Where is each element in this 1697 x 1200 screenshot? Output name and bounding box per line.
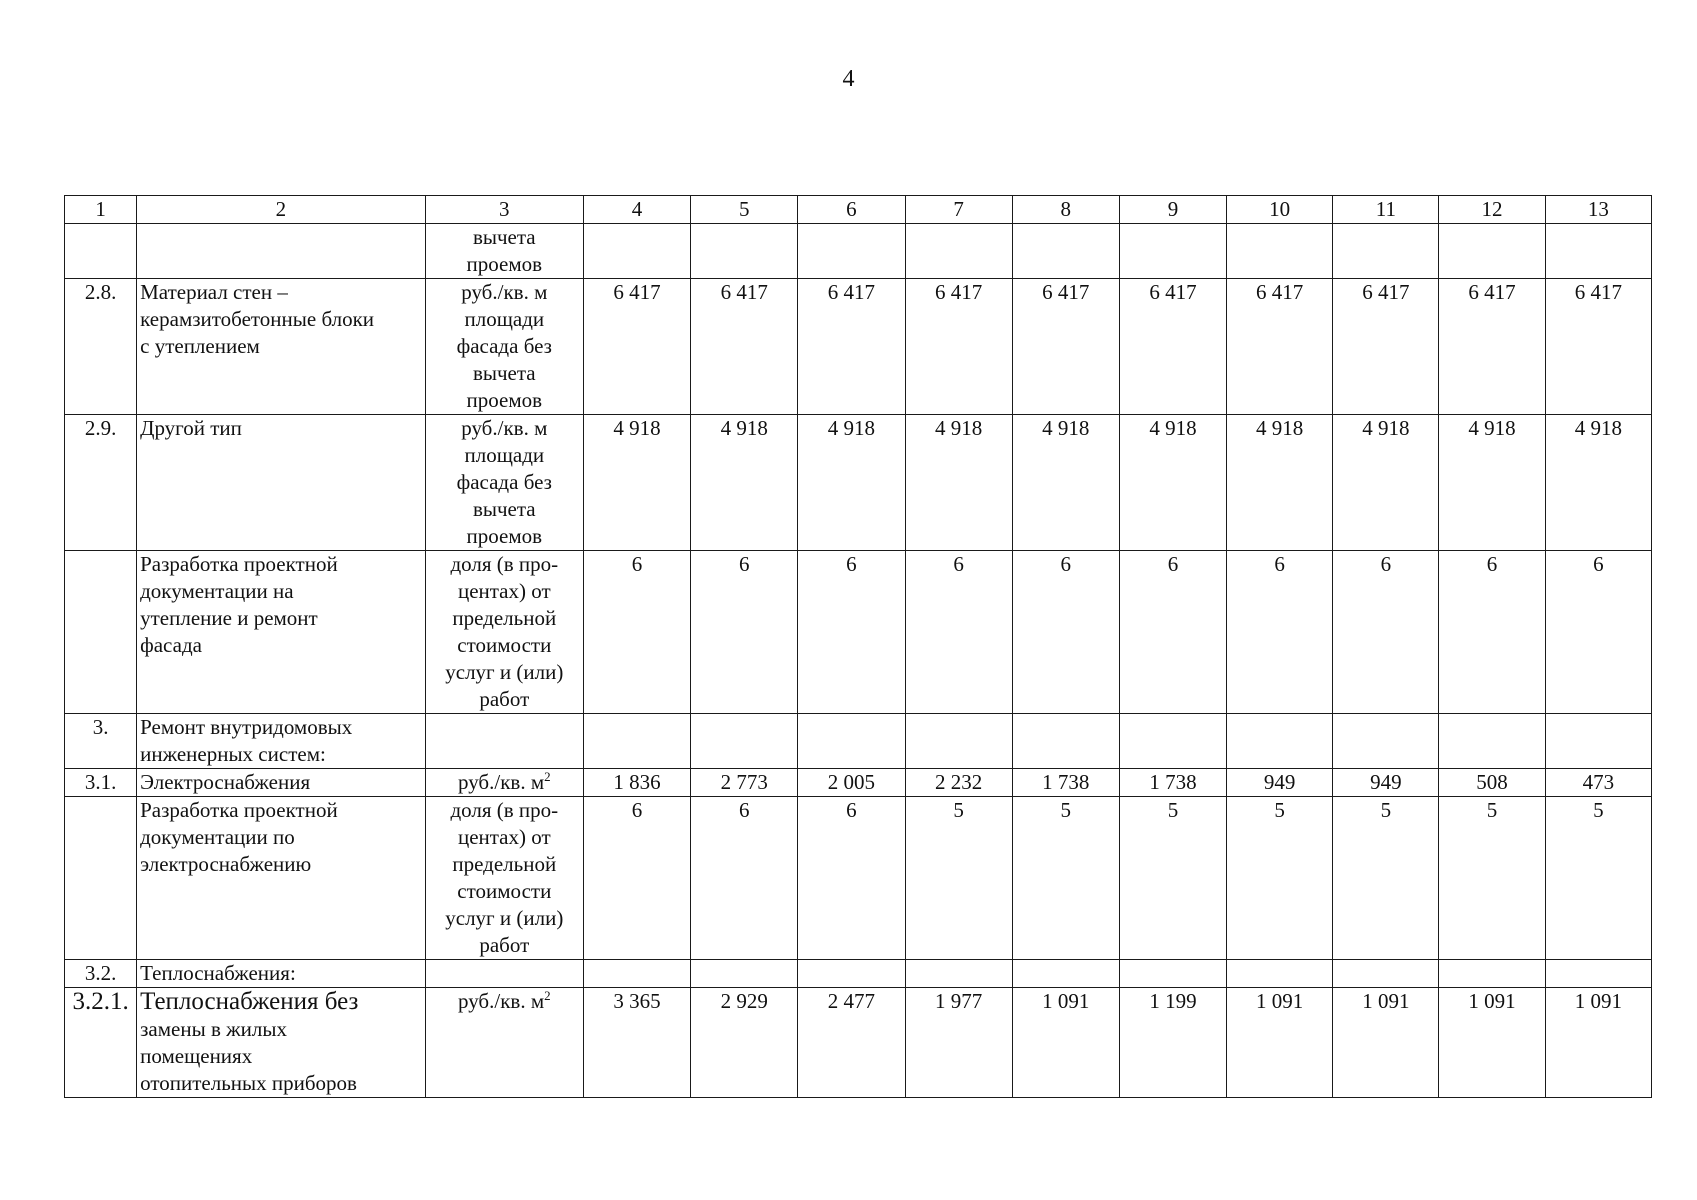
value-cell-col-12 [1439, 714, 1545, 769]
value-cell-col-10 [1227, 714, 1333, 769]
value-cell-col-8: 5 [1012, 797, 1119, 960]
value-cell-col-4: 1 836 [583, 769, 690, 797]
row-number [65, 797, 137, 960]
value-cell-col-12 [1439, 960, 1545, 988]
value-cell-col-11: 6 417 [1333, 279, 1439, 415]
value-cell-col-7: 6 417 [905, 279, 1012, 415]
value-cell-col-10 [1227, 960, 1333, 988]
value-cell-col-13: 1 091 [1545, 988, 1651, 1098]
row-number: 2.8. [65, 279, 137, 415]
row-unit: вычета проемов [425, 224, 583, 279]
value-cell-col-7 [905, 224, 1012, 279]
row-number [65, 224, 137, 279]
value-cell-col-9 [1119, 224, 1226, 279]
value-cell-col-7: 1 977 [905, 988, 1012, 1098]
row-unit: руб./кв. $м^2$ [425, 988, 583, 1098]
table-row [65, 551, 1652, 714]
value-cell-col-5 [691, 714, 798, 769]
table-row [65, 769, 1652, 797]
value-cell-col-9: 6 [1119, 551, 1226, 714]
row-name: Материал стен – керамзитобетонные блоки с утеплением [137, 279, 426, 415]
row-unit: доля (в про- центах) от предельной стоимости услуг и (или) работ [425, 551, 583, 714]
value-cell-col-4: 4 918 [583, 415, 690, 551]
header-cell-11: 11 [1333, 196, 1439, 224]
row-unit: руб./кв. м площади фасада без вычета проемов [425, 279, 583, 415]
value-cell-col-12: 4 918 [1439, 415, 1545, 551]
value-cell-col-4: 6 [583, 551, 690, 714]
value-cell-col-11: 4 918 [1333, 415, 1439, 551]
value-cell-col-11 [1333, 960, 1439, 988]
value-cell-col-4 [583, 960, 690, 988]
value-cell-col-8: 1 738 [1012, 769, 1119, 797]
header-cell-10: 10 [1227, 196, 1333, 224]
value-cell-col-13 [1545, 960, 1651, 988]
value-cell-col-9 [1119, 714, 1226, 769]
value-cell-col-8: 1 091 [1012, 988, 1119, 1098]
row-name: Электроснабжения [137, 769, 426, 797]
header-cell-5: 5 [691, 196, 798, 224]
value-cell-col-9 [1119, 960, 1226, 988]
row-number: 3.1. [65, 769, 137, 797]
value-cell-col-10: 1 091 [1227, 988, 1333, 1098]
value-cell-col-10: 6 [1227, 551, 1333, 714]
value-cell-col-13: 4 918 [1545, 415, 1651, 551]
value-cell-col-9: 1 738 [1119, 769, 1226, 797]
table-row [65, 797, 1652, 960]
header-row [65, 196, 1652, 224]
table-row [65, 224, 1652, 279]
tariff-table [64, 195, 1652, 1098]
value-cell-col-13: 5 [1545, 797, 1651, 960]
value-cell-col-5: 6 [691, 797, 798, 960]
value-cell-col-8 [1012, 960, 1119, 988]
value-cell-col-11 [1333, 224, 1439, 279]
value-cell-col-10: 6 417 [1227, 279, 1333, 415]
value-cell-col-10 [1227, 224, 1333, 279]
value-cell-col-11 [1333, 714, 1439, 769]
value-cell-col-8: 6 [1012, 551, 1119, 714]
value-cell-col-10: 4 918 [1227, 415, 1333, 551]
value-cell-col-12: 6 [1439, 551, 1545, 714]
value-cell-col-11: 1 091 [1333, 988, 1439, 1098]
value-cell-col-10: 5 [1227, 797, 1333, 960]
value-cell-col-12: 6 417 [1439, 279, 1545, 415]
value-cell-col-5: 6 417 [691, 279, 798, 415]
row-name: Теплоснабжения: [137, 960, 426, 988]
value-cell-col-8: 6 417 [1012, 279, 1119, 415]
value-cell-col-5: 6 [691, 551, 798, 714]
row-name [137, 224, 426, 279]
value-cell-col-11: 5 [1333, 797, 1439, 960]
table-row [65, 960, 1652, 988]
row-unit: руб./кв. м площади фасада без вычета проемов [425, 415, 583, 551]
value-cell-col-8 [1012, 224, 1119, 279]
table-row [65, 279, 1652, 415]
header-cell-1: 1 [65, 196, 137, 224]
value-cell-col-11: 949 [1333, 769, 1439, 797]
header-cell-7: 7 [905, 196, 1012, 224]
value-cell-col-6 [798, 960, 905, 988]
value-cell-col-11: 6 [1333, 551, 1439, 714]
row-unit: руб./кв. $м^2$ [425, 769, 583, 797]
table-row [65, 714, 1652, 769]
page-number: 4 [842, 66, 855, 92]
table-row [65, 988, 1652, 1098]
value-cell-col-8 [1012, 714, 1119, 769]
value-cell-col-7 [905, 714, 1012, 769]
value-cell-col-7: 2 232 [905, 769, 1012, 797]
value-cell-col-6: 2 477 [798, 988, 905, 1098]
value-cell-col-13: 6 417 [1545, 279, 1651, 415]
value-cell-col-7: 5 [905, 797, 1012, 960]
value-cell-col-4: 6 417 [583, 279, 690, 415]
value-cell-col-6: 6 417 [798, 279, 905, 415]
header-cell-2: 2 [137, 196, 426, 224]
value-cell-col-7: 6 [905, 551, 1012, 714]
value-cell-col-12: 5 [1439, 797, 1545, 960]
value-cell-col-12 [1439, 224, 1545, 279]
value-cell-col-12: 508 [1439, 769, 1545, 797]
row-name: Разработка проектной документации на утепление и ремонт фасада [137, 551, 426, 714]
value-cell-col-6 [798, 714, 905, 769]
value-cell-col-9: 5 [1119, 797, 1226, 960]
row-number: 3.2. [65, 960, 137, 988]
value-cell-col-7 [905, 960, 1012, 988]
header-cell-9: 9 [1119, 196, 1226, 224]
header-cell-6: 6 [798, 196, 905, 224]
value-cell-col-5 [691, 224, 798, 279]
row-unit: доля (в про- центах) от предельной стоимости услуг и (или) работ [425, 797, 583, 960]
value-cell-col-5 [691, 960, 798, 988]
value-cell-col-13 [1545, 714, 1651, 769]
value-cell-col-4: 3 365 [583, 988, 690, 1098]
row-name: Другой тип [137, 415, 426, 551]
value-cell-col-6: 4 918 [798, 415, 905, 551]
header-cell-8: 8 [1012, 196, 1119, 224]
row-number: 3. [65, 714, 137, 769]
value-cell-col-9: 6 417 [1119, 279, 1226, 415]
value-cell-col-13 [1545, 224, 1651, 279]
row-number: 2.9. [65, 415, 137, 551]
value-cell-col-6: 6 [798, 551, 905, 714]
value-cell-col-10: 949 [1227, 769, 1333, 797]
value-cell-col-4 [583, 714, 690, 769]
value-cell-col-6: 2 005 [798, 769, 905, 797]
value-cell-col-13: 6 [1545, 551, 1651, 714]
value-cell-col-9: 4 918 [1119, 415, 1226, 551]
row-number [65, 551, 137, 714]
table-row [65, 415, 1652, 551]
header-cell-12: 12 [1439, 196, 1545, 224]
row-name: Ремонт внутридомовых инженерных систем: [137, 714, 426, 769]
value-cell-col-5: 2 929 [691, 988, 798, 1098]
header-cell-3: 3 [425, 196, 583, 224]
value-cell-col-4 [583, 224, 690, 279]
value-cell-col-8: 4 918 [1012, 415, 1119, 551]
value-cell-col-5: 4 918 [691, 415, 798, 551]
header-cell-13: 13 [1545, 196, 1651, 224]
value-cell-col-13: 473 [1545, 769, 1651, 797]
header-cell-4: 4 [583, 196, 690, 224]
row-name: Разработка проектной документации по электроснабжению [137, 797, 426, 960]
value-cell-col-9: 1 199 [1119, 988, 1226, 1098]
value-cell-col-6: 6 [798, 797, 905, 960]
row-name: Теплоснабжения без замены в жилых помещениях отопительных приборов [137, 988, 426, 1098]
value-cell-col-5: 2 773 [691, 769, 798, 797]
row-number: 3.2.1. [65, 988, 137, 1098]
value-cell-col-6 [798, 224, 905, 279]
row-unit [425, 960, 583, 988]
value-cell-col-4: 6 [583, 797, 690, 960]
row-unit [425, 714, 583, 769]
value-cell-col-12: 1 091 [1439, 988, 1545, 1098]
value-cell-col-7: 4 918 [905, 415, 1012, 551]
